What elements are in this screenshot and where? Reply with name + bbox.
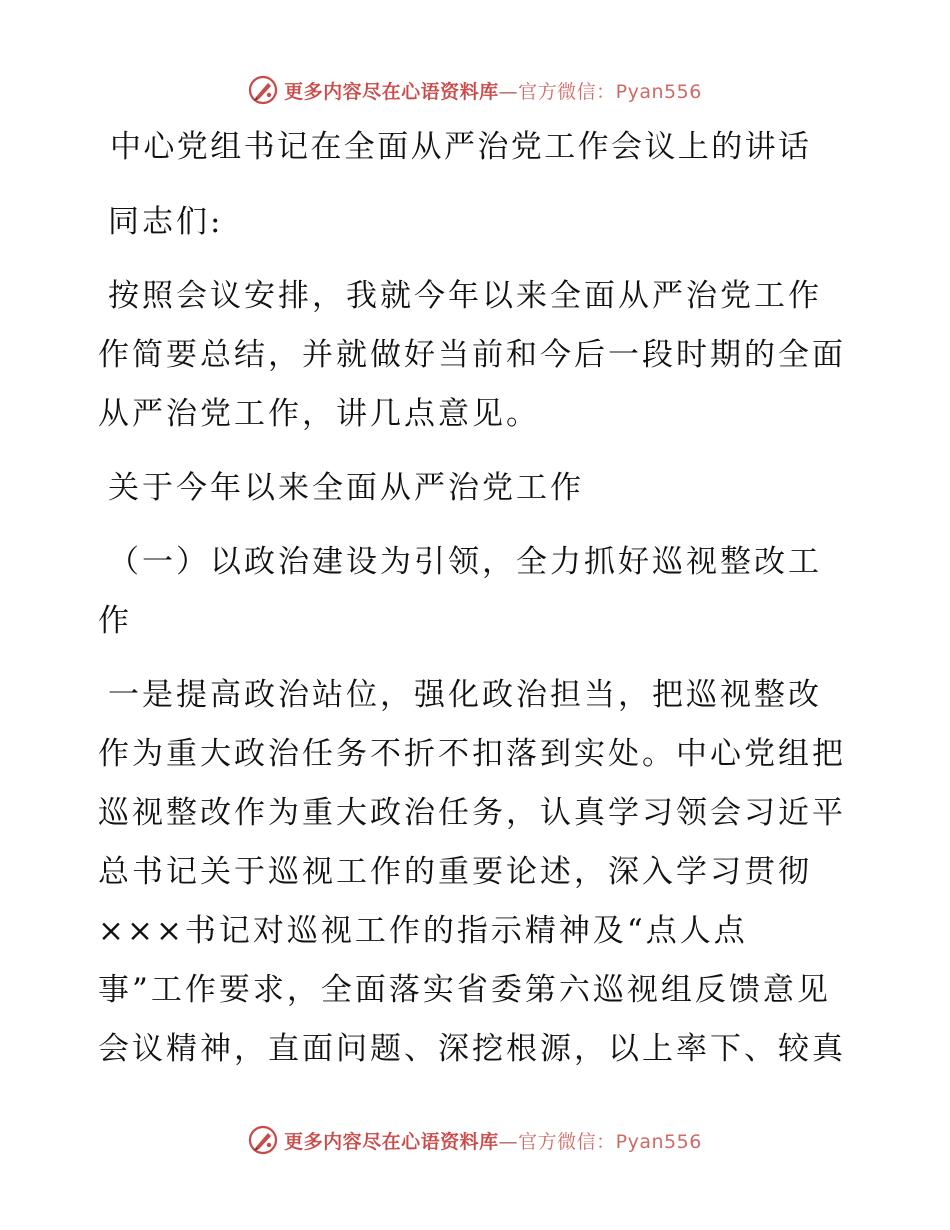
text-line: 一是提高政治站位，强化政治担当，把巡视整改 [108,677,822,713]
greeting: 同志们: [108,204,224,240]
text-line: 会议精神，直面问题、深挖根源，以上率下、较真 [98,1031,846,1067]
text-line: 作简要总结，并就做好当前和今后一段时期的全面 [98,337,846,373]
watermark-text [284,1127,702,1154]
watermark-wechat: 官方微信：Pyan556 [518,1130,702,1153]
text-line: 关于今年以来全面从严治党工作 [108,470,584,506]
watermark-separator: — [498,1130,519,1153]
watermark-brand: 更多内容尽在心语资料库 [284,80,499,103]
text-line: 作为重大政治任务不折不扣落到实处。中心党组把 [98,736,846,772]
section-heading [98,459,850,518]
watermark-text [284,77,702,104]
watermark-separator: — [498,80,519,103]
document-body [98,118,850,1094]
text-line: （一）以政治建设为引领，全力抓好巡视整改工 [108,544,822,580]
text-line: 总书记关于巡视工作的重要论述，深入学习贯彻 [98,854,812,890]
text-line: 作 [98,603,132,639]
text-line: 巡视整改作为重大政治任务，认真学习领会习近平 [98,795,846,831]
paragraph-intro [98,267,850,444]
pen-logo-icon [248,75,278,105]
text-line: 从严治党工作，讲几点意见。 [98,396,540,432]
pen-logo-icon [248,1125,278,1155]
watermark-wechat: 官方微信：Pyan556 [518,80,702,103]
watermark-brand: 更多内容尽在心语资料库 [284,1130,499,1153]
subsection-heading [98,533,850,651]
text-line: ×××书记对巡视工作的指示精神及“点人点 [98,913,748,949]
document-title: 中心党组书记在全面从严治党工作会议上的讲话 [110,129,812,165]
text-line: 按照会议安排，我就今年以来全面从严治党工作 [108,278,822,314]
footer-watermark [0,1120,950,1160]
header-watermark [0,70,950,110]
text-line: 事”工作要求，全面落实省委第六巡视组反馈意见 [98,972,831,1008]
paragraph-rectification [98,666,850,1079]
